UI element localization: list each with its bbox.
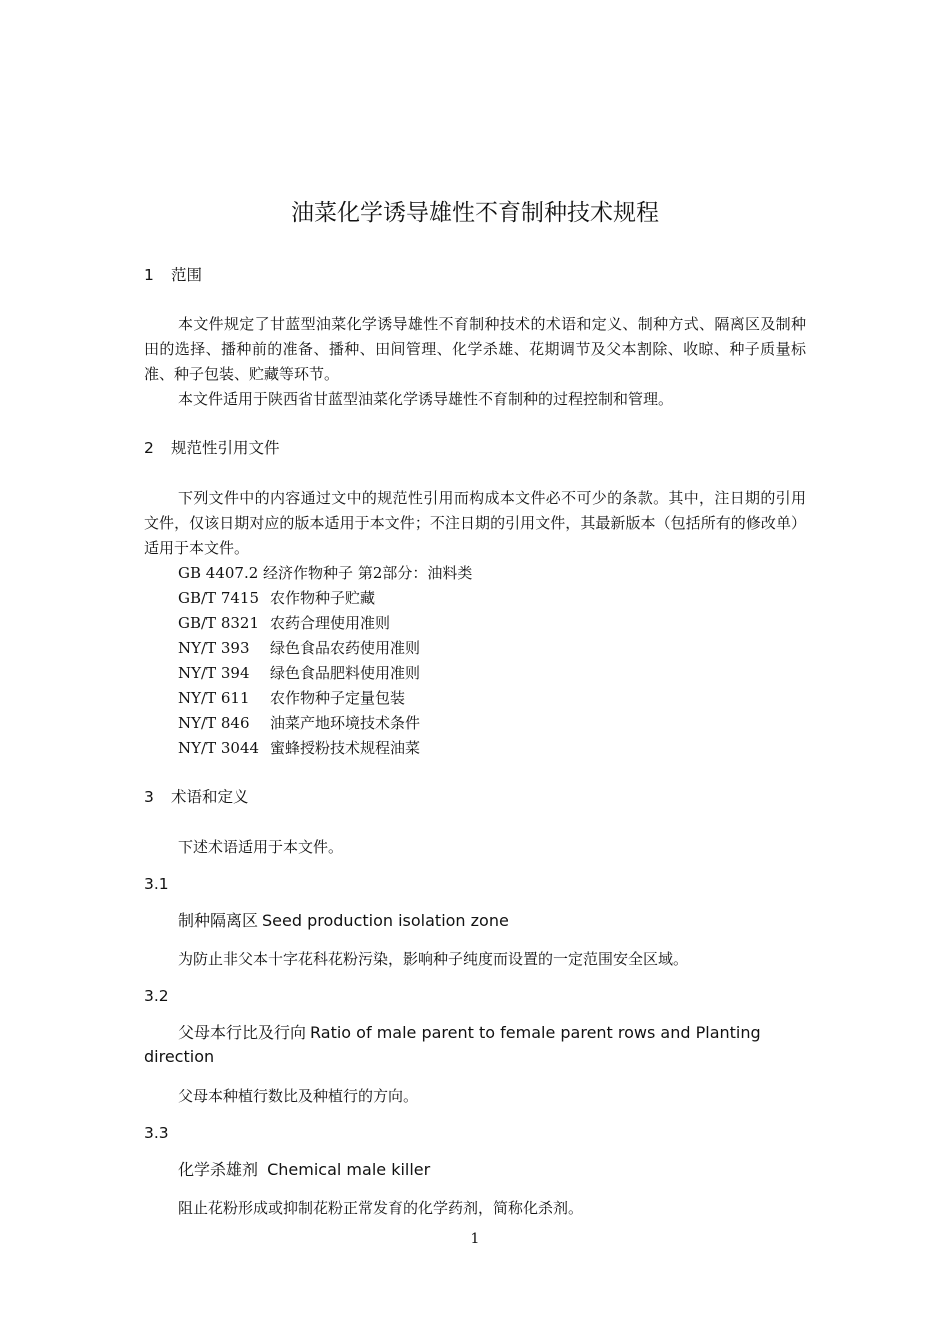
scope-paragraph-1: 本文件规定了甘蓝型油菜化学诱导雄性不育制种技术的术语和定义、制种方式、隔离区及制种田的选择、播种前的准备、播种、田间管理、化学杀雄、花期调节及父本割除、收晾、种子质量标准、种子包装、贮藏等环节。 — [144, 315, 806, 383]
reference-item — [178, 736, 420, 761]
reference-name: 农作物种子定量包装 — [270, 689, 406, 707]
reference-code: NY/T 611 — [178, 689, 250, 707]
reference-code: NY/T 3044 — [178, 739, 260, 757]
reference-item — [178, 686, 405, 711]
reference-code: NY/T 394 — [178, 664, 250, 682]
term-definition: 父母本种植行数比及种植行的方向。 — [178, 1087, 419, 1105]
section-heading-normative-references — [144, 437, 280, 459]
terms-intro: 下述术语适用于本文件。 — [178, 838, 344, 856]
reference-code: NY/T 846 — [178, 714, 250, 732]
reference-code: GB 4407.2 — [178, 564, 259, 582]
reference-name: 蜜蜂授粉技术规程油菜 — [270, 739, 421, 757]
reference-code: GB/T 7415 — [178, 589, 260, 607]
reference-name: 油菜产地环境技术条件 — [270, 714, 421, 732]
term-heading — [144, 909, 809, 933]
reference-item — [178, 561, 472, 586]
reference-item — [178, 711, 420, 736]
term-english: Seed production isolation zone — [262, 911, 509, 930]
term-number: 3.1 — [144, 875, 169, 893]
section-number: 2 — [144, 439, 154, 457]
reference-name: 绿色食品肥料使用准则 — [270, 664, 421, 682]
reference-code: NY/T 393 — [178, 639, 250, 657]
scope-paragraph-2: 本文件适用于陕西省甘蓝型油菜化学诱导雄性不育制种的过程控制和管理。 — [178, 390, 674, 408]
term-chinese: 制种隔离区 — [178, 911, 259, 930]
section-number: 1 — [144, 266, 154, 284]
section-title: 规范性引用文件 — [171, 439, 280, 457]
page-number: 1 — [470, 1231, 480, 1247]
term-chinese: 化学杀雄剂 — [178, 1160, 259, 1179]
term-heading — [144, 1158, 809, 1182]
section-heading-scope — [144, 264, 202, 286]
term-english: Ratio of male parent to female parent rows and Planting direction — [144, 1023, 761, 1066]
section-heading-terms — [144, 786, 249, 808]
reference-item — [178, 636, 420, 661]
reference-name: 经济作物种子 第2部分：油料类 — [263, 564, 473, 582]
reference-code: GB/T 8321 — [178, 614, 260, 632]
section-title: 范围 — [171, 266, 203, 284]
term-heading — [144, 1021, 809, 1069]
reference-name: 绿色食品农药使用准则 — [270, 639, 421, 657]
term-definition: 阻止花粉形成或抑制花粉正常发育的化学药剂，简称化杀剂。 — [178, 1199, 584, 1217]
term-number: 3.2 — [144, 987, 169, 1005]
reference-name: 农作物种子贮藏 — [270, 589, 376, 607]
term-number: 3.3 — [144, 1124, 169, 1142]
reference-name: 农药合理使用准则 — [270, 614, 391, 632]
reference-item — [178, 611, 390, 636]
document-title: 油菜化学诱导雄性不育制种技术规程 — [291, 200, 659, 226]
term-definition: 为防止非父本十字花科花粉污染，影响种子纯度而设置的一定范围安全区域。 — [178, 950, 689, 968]
reference-item — [178, 586, 375, 611]
term-english: Chemical male killer — [262, 1160, 431, 1179]
term-chinese: 父母本行比及行向 — [178, 1023, 307, 1042]
section-number: 3 — [144, 788, 154, 806]
references-intro: 下列文件中的内容通过文中的规范性引用而构成本文件必不可少的条款。其中，注日期的引用文件，仅该日期对应的版本适用于本文件；不注日期的引用文件，其最新版本（包括所有的修改单）适用于本文件。 — [144, 489, 806, 557]
section-title: 术语和定义 — [171, 788, 249, 806]
reference-item — [178, 661, 420, 686]
